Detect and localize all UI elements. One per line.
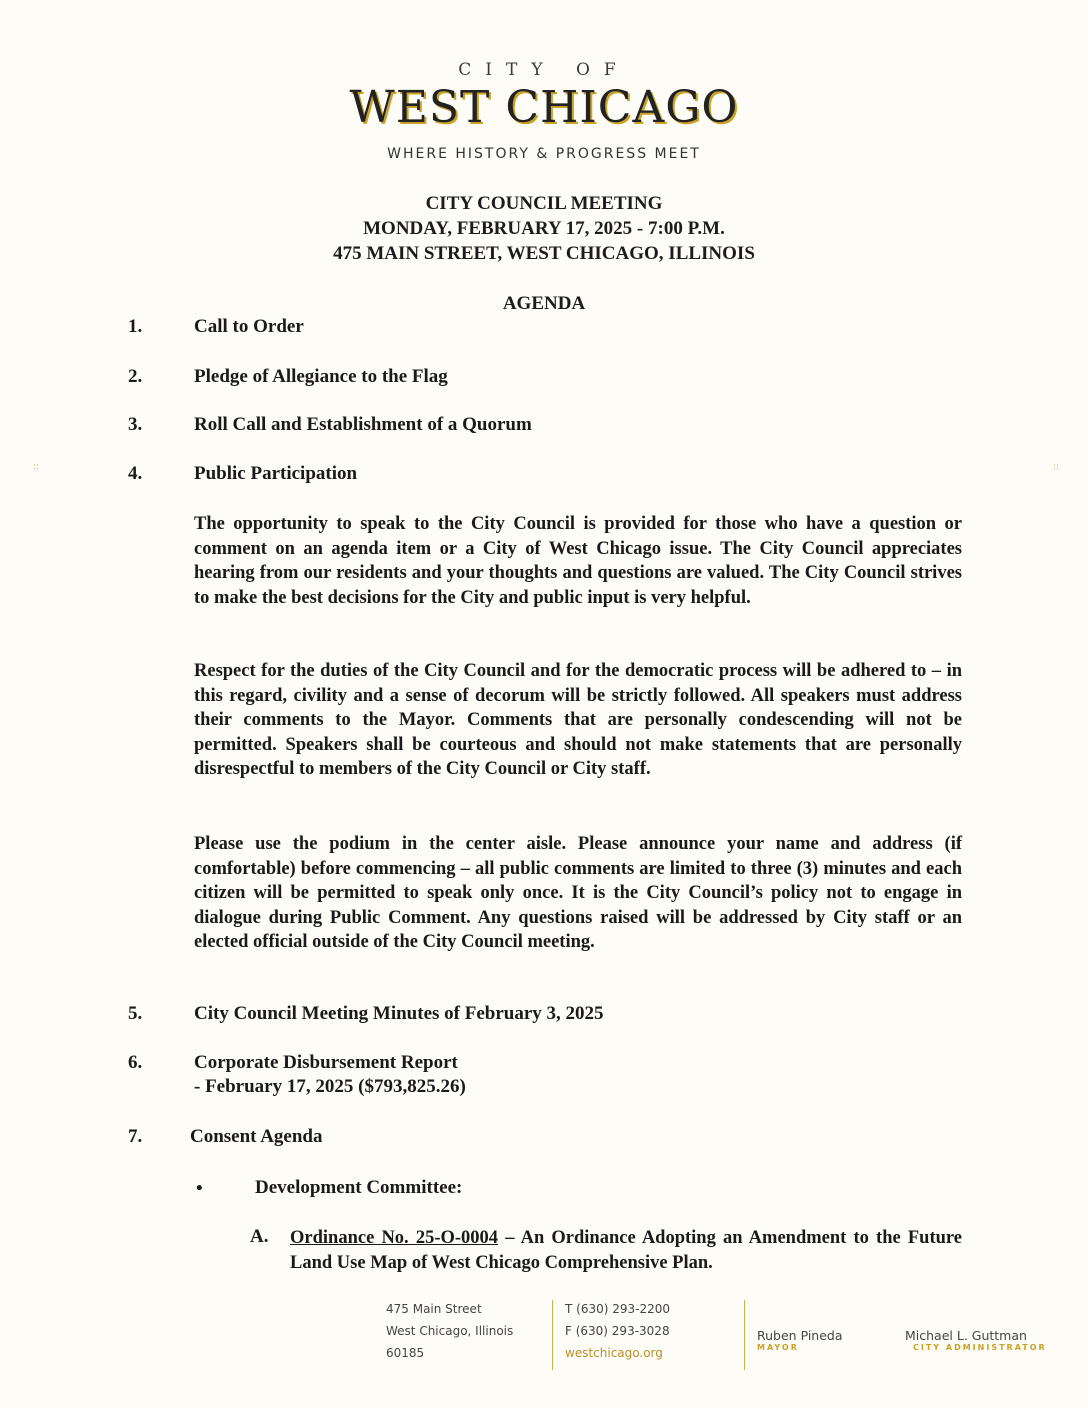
agenda-item-number: 3. bbox=[128, 414, 143, 435]
public-participation-paragraph-3: Please use the podium in the center aisle. Please announce your name and address (if comfortable) before commencing – all public comments are limited to three (3) minutes and each citizen will be permitted to speak only once. It is the City Council’s policy not to engage in dialogue during Public Comment. Any questions raised will be addressed by City staff or an elected official outside of the City Council meeting. bbox=[194, 834, 962, 952]
agenda-item-number: 6. bbox=[128, 1052, 143, 1073]
footer-divider bbox=[552, 1300, 553, 1370]
footer-website[interactable]: westchicago.org bbox=[565, 1346, 663, 1360]
administrator-role: CITY ADMINISTRATOR bbox=[913, 1343, 1047, 1352]
ordinance-description: – An Ordinance Adopting an Amendment to the Future Land Use Map of West Chicago Comprehensive Plan. bbox=[290, 1228, 962, 1273]
ordinance-number: Ordinance No. 25-O-0004 bbox=[290, 1228, 499, 1248]
footer-contact bbox=[565, 1298, 670, 1364]
ordinance-item bbox=[290, 1226, 962, 1275]
agenda-item-public-participation: Public Participation bbox=[194, 463, 358, 484]
agenda-item-number: 7. bbox=[128, 1126, 143, 1147]
agenda-heading: AGENDA bbox=[502, 293, 586, 314]
agenda-item-disbursement: Corporate Disbursement Report bbox=[194, 1052, 458, 1073]
agenda-item-number: 5. bbox=[128, 1003, 143, 1024]
footer-divider bbox=[744, 1300, 745, 1370]
ordinance-letter: A. bbox=[250, 1226, 269, 1247]
agenda-item-consent: Consent Agenda bbox=[190, 1126, 323, 1147]
mayor-name: Ruben Pineda bbox=[757, 1328, 843, 1343]
logo-city-of: CITY OF bbox=[458, 60, 630, 80]
logo-tagline: WHERE HISTORY & PROGRESS MEET bbox=[387, 146, 701, 162]
agenda-item-minutes: City Council Meeting Minutes of February 3, 2025 bbox=[194, 1003, 604, 1024]
margin-mark-left: :: bbox=[33, 462, 40, 472]
development-committee-heading: Development Committee: bbox=[255, 1177, 463, 1198]
public-participation-paragraph-1: The opportunity to speak to the City Council is provided for those who have a question or comment on an agenda item or a City of West Chicago issue. The City Council appreciates hearing from our residents and your thoughts and questions are valued. The City Council strives to make the best decisions for the City and public input is very helpful. bbox=[194, 514, 962, 608]
mayor-role: MAYOR bbox=[757, 1343, 799, 1352]
agenda-item-pledge: Pledge of Allegiance to the Flag bbox=[194, 366, 448, 387]
agenda-item-number: 4. bbox=[128, 463, 143, 484]
meeting-date-time: MONDAY, FEBRUARY 17, 2025 - 7:00 P.M. bbox=[363, 218, 725, 239]
public-participation-paragraph-2: Respect for the duties of the City Council and for the democratic process will be adhered to – in this regard, civility and a sense of decorum will be strictly followed. All speakers must address their comments to the Mayor. Comments that are personally condescending will not be permitted. Speakers shall be courteous and should not make statements that are personally disrespectful to members of the City Council or City staff. bbox=[194, 661, 962, 779]
meeting-title: CITY COUNCIL MEETING bbox=[425, 193, 663, 214]
footer-address-street: 475 Main Street bbox=[386, 1302, 482, 1316]
agenda-item-call-to-order: Call to Order bbox=[194, 316, 304, 337]
footer-fax: F (630) 293-3028 bbox=[565, 1324, 670, 1338]
agenda-item-number: 2. bbox=[128, 366, 143, 387]
footer-address-zip: 60185 bbox=[386, 1346, 425, 1360]
disbursement-detail: - February 17, 2025 ($793,825.26) bbox=[194, 1076, 466, 1097]
footer-address bbox=[386, 1298, 513, 1364]
agenda-item-roll-call: Roll Call and Establishment of a Quorum bbox=[194, 414, 532, 435]
administrator-name: Michael L. Guttman bbox=[905, 1328, 1027, 1343]
bullet-point: • bbox=[196, 1178, 203, 1199]
logo-west-chicago: WEST CHICAGO bbox=[349, 82, 739, 133]
footer-phone: T (630) 293-2200 bbox=[565, 1302, 670, 1316]
margin-mark-right: :: bbox=[1053, 462, 1060, 472]
footer-administrator bbox=[905, 1328, 1047, 1352]
agenda-item-number: 1. bbox=[128, 316, 143, 337]
meeting-location: 475 MAIN STREET, WEST CHICAGO, ILLINOIS bbox=[333, 243, 755, 264]
footer-address-city: West Chicago, Illinois bbox=[386, 1324, 514, 1338]
footer-mayor bbox=[757, 1328, 843, 1352]
